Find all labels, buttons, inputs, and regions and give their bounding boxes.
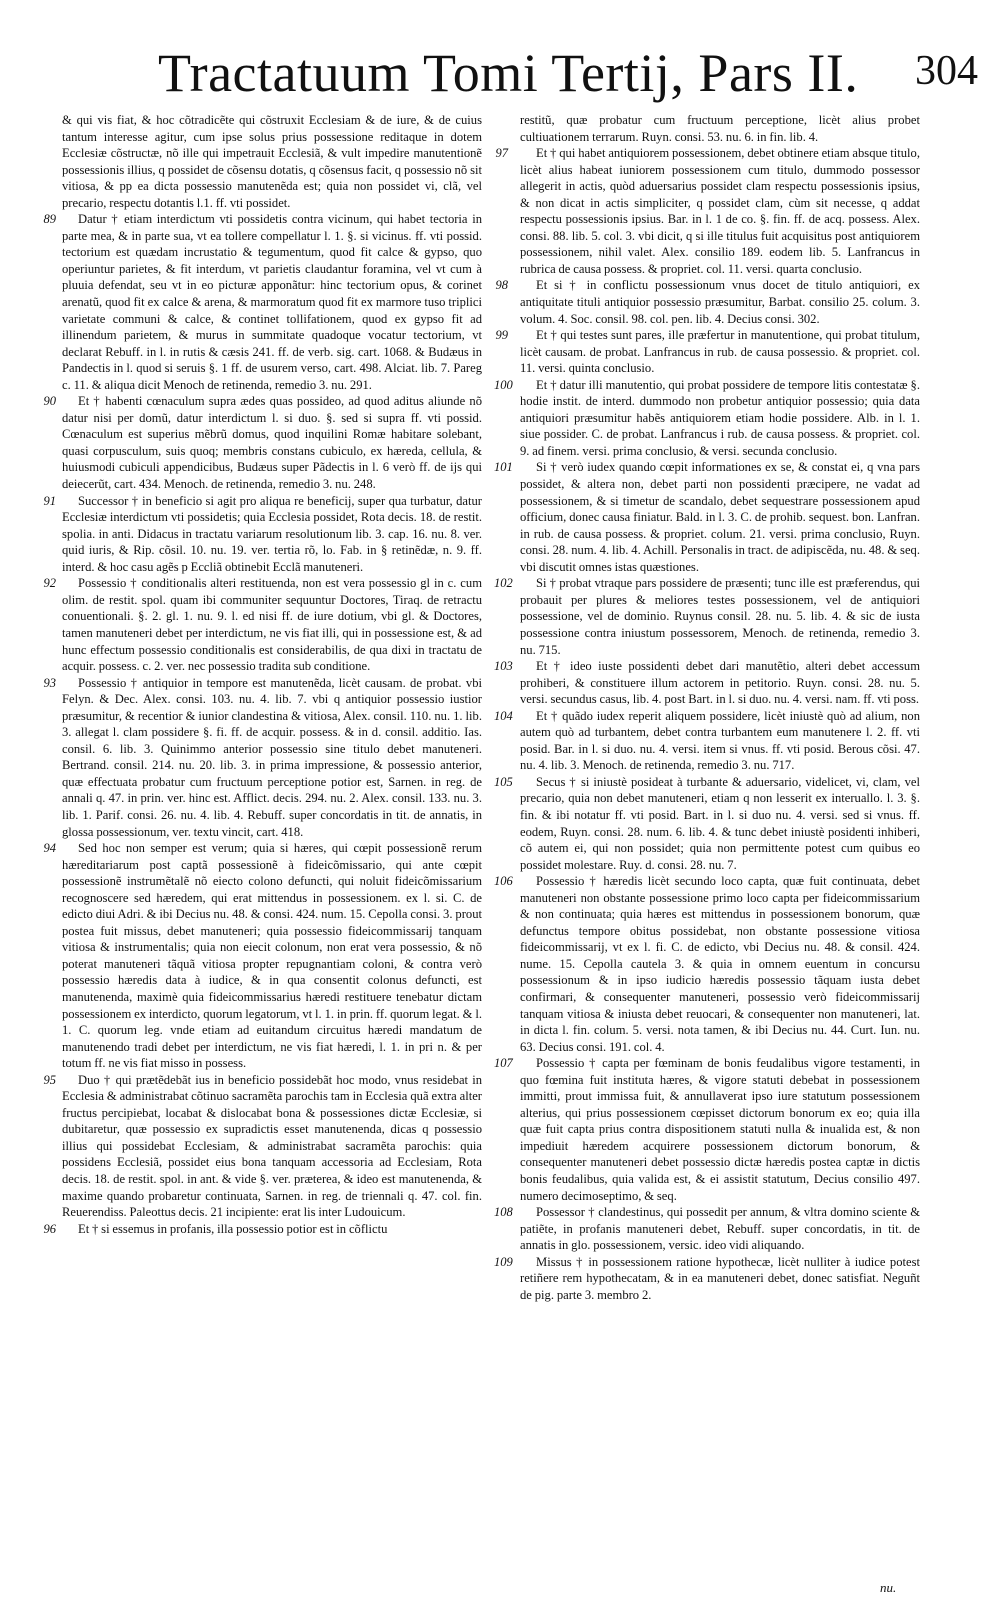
- paragraph-text: Possessio † antiquior in tempore est manutenẽda, licèt causam. de probat. vbi Felyn. & Dec. Alex. consi. 103. nu. 4. lib. 7. vbi q antiquior possessio iustior præsumitur, & recentior & iunior clandestina & vitiosa, Alex. consil. 110. nu. 1. lib. 3. allegat l. clam possidere §. fi. ff. de acquir. possess. & in d. consil. additio. Ias. consil. 6. lib. 3. Quinimmo anterior possessio sine titulo debet manuteneri. Bertrand. consil. 214. nu. 20. lib. 3. in prima impressione, & possessio anterior, quæ effectuata probatur cum fructuum perceptione potior est, Sarnen. in reg. de annali q. 47. in prin. ver. hinc est. Afflict. decis. 294. nu. 2. Alex. consil. 133. nu. 3. lib. 1. Parif. consi. 26. nu. 4. lib. 4. Rebuff. super concordatis in tit. de annatis, in glossa possessionum, ver. textu vincit, cart. 418.: [62, 675, 482, 839]
- paragraph-text: Secus † si iniustè posideat à turbante & aduersario, videlicet, vi, clam, vel precario, quia non debet manuteneri, etiam q non lesserit ex interuallo. l. 3. §. fin. & ibi notatur ff. vti posid. Bart. in l. si duo nu. 4. versi. sed si vnus. ff. eodem, Ruyn. consi. 28. num. 6. lib. 4. & tunc debet iniustè posidenti inhiberi, cõ autem ei, qui non possidet; quia non permittente potest cum quibus eo possidet molestare. Ruy. d. consi. 28. nu. 7.: [520, 774, 920, 872]
- marginal-number: 103: [494, 659, 513, 674]
- paragraph-text: Successor † in beneficio si agit pro aliqua re beneficij, super qua turbatur, datur Ecclesiæ interdictum vti possidetis; quia Ecclesia possidet, Rota decis. 18. de restit. spolia. in anti. Didacus in tractatu variarum resolutionum lib. 3. cap. 16. nu. 8. ver. quid iuris, & Rip. cõsil. 10. nu. 19. ver. tertia rõ, lo. Fab. in § retinẽdæ, n. 9. ff. interd. & hoc casu agẽs p Eccliã obtinebit Ecclã manuteneri.: [62, 493, 482, 574]
- marginal-number: 92: [43, 576, 56, 591]
- marginal-number: 109: [494, 1254, 513, 1269]
- marginal-number: 99: [495, 328, 508, 343]
- paragraph-text: Possessio † capta per fœminam de bonis feudalibus vigore testamenti, in quo fœmina fuit instituta hæres, & vigore statuti debebat in possessionem immitti, prout immissa fuit, & annullaverat ipso iure statutum possessionem alterius, qui prius possessionem cœpisset dictorum bonorum ex eo; quia illa quæ fuit capta prius contra dispositionem statuti nulla & inualida est, & non impediuit hæredem acquirere possessionem dictorum bonorum, & consequenter manuteneri debet possessio dictæ hæredis postea captæ in dictis bonis feudalibus, quia valida est, & ei assistit statutum, Decius consilio 497. numero decimoseptimo, & seq.: [520, 1056, 920, 1203]
- paragraph: [62, 112, 482, 211]
- paragraph: [43, 393, 482, 492]
- running-title: Tractatuum Tomi Tertij, Pars II.: [158, 43, 859, 103]
- paragraph-text: Et † qui testes sunt pares, ille præfertur in manutentione, qui probat titulum, licèt causam. de probat. Lanfrancus in rub. de causa possessio. & propriet. col. 11. versi. quinta conclusio.: [520, 328, 920, 376]
- marginal-number: 106: [494, 874, 513, 889]
- paragraph: [520, 112, 920, 145]
- page-number: 304: [915, 48, 978, 94]
- paragraph-text: Datur † etiam interdictum vti possidetis contra vicinum, qui habet tectoria in parte mea, & in parte sua, vt ea tollere compellatur l. 1. §. si vicinus. ff. vti possid. tectorium est quædam incrustatio & tegumentum, quod fit calce & gypso, quo operiuntur parietes, & fit interdum, vt parietis claudantur foramina, vel vt cum à pluuia defendat, seu vt in eo picturæ apponãtur: hinc tectorium opus, & corinet arenatũ, quod fit ex calce & arena, & marmoratum quod fit ex marmore tuso triplici varietate communi & calce, & continet tollifationem, quod ex gypso fit ad illinendum parietem, & murus in summitate quadoque vocatur tectorium, vt declarat Rebuff. in l. in rutis & cæsis 241. ff. de verb. sig. cart. 1068. & Budæus in Pandectis in l. quod si seruis §. 1 ff. de usurem verso, cart. 498. Alciat. lib. 7. Pareg c. 11. & aliqua dicit Menoch de retinenda, remedio 3. nu. 291.: [62, 212, 482, 392]
- paragraph-text: Et † qui habet antiquiorem possessionem, debet obtinere etiam absque titulo, licèt alius habeat iuniorem possessionem cum titulo, dummodo possessor allegerit in actis, quòd aduersarius possidet clam respectu possessionis ipsius, & non dicat in actis simpliciter, q possidet clam, cùm sit necesse, q addat respectu possessionis ipsius. Bar. in l. 1 de co. §. fin. ff. de acq. possess. Alex. consi. 88. lib. 5. col. 3. vbi dicit, q si ille titulus fuit acquisitus post antiquiorem possessionem, nihil valet. Alex. consilio 189. eodem lib. 5. Lanfrancus in rubrica de causa possess. & propriet. col. 11. versi. quarta conclusio.: [520, 146, 920, 276]
- catchword: nu.: [880, 1580, 897, 1595]
- paragraph-text: Possessio † hæredis licèt secundo loco capta, quæ fuit continuata, debet manuteneri non obstante possessione primo loco capta per fideicommissarium & non continuata; quia hæres est mittendus in possessionem bonorum, quæ defunctus tempore obitus possidebat, non obstante possessione vitiosa fideicommissarij, vt ex l. fi. C. de edicto, vbi Decius nu. 48. & consil. 424. nume. 15. Cepolla cautela 3. & quia in omnem euentum in concursu possessionum & in ipso iudicio hæredis possessio tãquam iusta debet confirmari, & consequenter manuteneri, possessio verò fideicommissarij tanquam vitiosa & iniusta debet reuocari, & consequenter non manuteneri, lat. in dicta l. fin. colum. 5. versi. nota tamen, & ibi Decius nu. 44. Curt. Iun. nu. 63. Decius consi. 191. col. 4.: [520, 874, 920, 1054]
- marginal-number: 93: [43, 675, 56, 690]
- paragraph: [43, 575, 482, 674]
- paragraph-text: Possessor † clandestinus, qui possedit per annum, & vltra domino sciente & patiẽte, in profanis manuteneri debet, Rebuff. super concordatis, in tit. de annatis in glo. possessionem, versic. ideo vidi aliquando.: [520, 1205, 920, 1253]
- paragraph-text: Sed hoc non semper est verum; quia si hæres, qui cœpit possessionẽ rerum hæreditariarum post captã possessionẽ à fideicõmissario, qui ante cœpit possessionẽ instrumẽtalẽ nõ eiecto colono defuncti, qui noluit fideicõmissarium recognoscere sed hæredem, qui erat mittendus in possessionem. ex l. si. C. de edicto diui Adri. & ibi Decius nu. 48. & consi. 424. num. 15. Cepolla consi. 3. prout postea fuit missus, debet manuteneri; quia possessio fideicommissarij tanquam vitiosa & instrumentalis; quia non eiecit colonum, non erat vera possessio, & nõ poterat manuteneri tãquã vitiosa propter repugnantiam coloni, & contra verò possessio hæredis data à iudice, & in qua consentit colonus defuncti, est manutenenda, maximè quia fideicommissarius hæredi restituere tenebatur dictam possessionem ex interdicto, quorum legatorum, vt l. 1. in prin. ff. quorum legat. & l. 1. C. quorum leg. vnde etiam ad euitandum circuitus hæredi mandatum de manutenendo tradi debet per interdictum, ne vis fiat hæredi, l. 1. in pri n. & per totum ff. ne vis fiat misso in possess.: [62, 841, 482, 1071]
- paragraph: [494, 459, 920, 575]
- paragraph-text: Et † si essemus in profanis, illa possessio potior est in cõflictu: [78, 1221, 388, 1236]
- page-header: [0, 38, 1000, 108]
- paragraph: [494, 377, 920, 460]
- paragraph: [43, 1221, 482, 1238]
- paragraph: [494, 708, 920, 774]
- paragraph: [494, 1254, 920, 1304]
- paragraph: [495, 277, 920, 327]
- paragraph: [494, 873, 920, 1055]
- paragraph-text: Et si † in conflictu possessionum vnus docet de titulo antiquiori, ex antiquitate tituli antiquior possessio præsumitur, Barbat. consilio 25. colum. 3. volum. 4. Soc. consil. 98. col. pen. lib. 4. Decius consi. 302.: [520, 278, 920, 326]
- paragraph-text: Duo † qui prætẽdebãt ius in beneficio possidebãt hoc modo, vnus residebat in Ecclesia & administrabat cõtinuo sacramẽta parochis tam in Ecclesia quã extra alter fructus percipiebat, locabat & dislocabat bona & possessiones dictæ Ecclesiæ, si dubitaretur, quæ possessio ex supradictis esset manutenenda, dicas q possessio illius qui possidebat Ecclesiam, & administrabat sacramẽta parochis: quia possidens Ecclesiã, possidet eius bona tanquam accessoria ad Ecclesiam, Rota decis. 18. de restit. spol. in ant. & vide §. ver. præterea, & ideo est manutenenda, & maxime quando probaretur continuata, Sarnen. in reg. de triennali q. 47. col. fin. Reuerendiss. Paleottus decis. 21 incipiente: erat lis inter Ludouicum.: [62, 1072, 482, 1220]
- paragraph: [43, 211, 482, 393]
- paragraph-text: & qui vis fiat, & hoc cõtradicẽte qui cõstruxit Ecclesiam & de iure, & de cuius tantum interesse agitur, cum ipse solus prius possessione reditaque in dotem Ecclesiæ cõstructæ, nõ ille qui impetrauit Ecclesiã, & vult impedire manutentionẽ possessionis illius, q possidet de cõsensu dotatis, q cõsensus facit, q possessio nõ sit vitiosa, & pp ea dicta possessio manutenẽda est; quia non possidet vi, clã, vel precario, respectu dotantis l.1. ff. vti possidet.: [62, 113, 482, 210]
- paragraph: [43, 675, 482, 840]
- marginal-number: 95: [43, 1072, 56, 1087]
- paragraph: [43, 1072, 482, 1221]
- paragraph-text: Si † probat vtraque pars possidere de præsenti; tunc ille est præferendus, qui probauit per plures & meliores testes possessionem, vel de antiquiori possessione, vel de dominio. Ruynus consil. 28. nu. 5. lib. 4. & sic de iusta possessione contra iniustum possessorem, Menoch. de retinenda, remedio 3. nu. 715.: [520, 576, 920, 657]
- paragraph-text: Et † ideo iuste possidenti debet dari manutẽtio, alteri debet accessum prohiberi, & constituere illum actorem in petitorio. Ruyn. consi. 28. nu. 5. versi. secundus casus, lib. 4. post Bart. in l. si duo. nu. 4. versi. nam. ff. vti poss.: [520, 659, 920, 707]
- marginal-number: 90: [43, 394, 56, 409]
- marginal-number: 104: [494, 708, 513, 723]
- paragraph: [495, 327, 920, 377]
- marginal-number: 108: [494, 1205, 513, 1220]
- left-column: [43, 112, 482, 1237]
- paragraph: [494, 575, 920, 658]
- marginal-number: 94: [43, 841, 56, 856]
- marginal-number: 96: [43, 1221, 56, 1236]
- marginal-number: 102: [494, 576, 513, 591]
- paragraph-text: restitũ, quæ probatur cum fructuum perceptione, licèt alius probet cultiuationem terrarum. Ruyn. consi. 53. nu. 6. in fin. lib. 4.: [520, 113, 920, 144]
- paragraph-text: Missus † in possessionem ratione hypothecæ, licèt nulliter à iudice potest retiñere rem hypothecatam, & in ea manuteneri debet, donec satisfiat. Neguñt de pig. parte 3. membro 2.: [520, 1254, 920, 1302]
- paragraph: [43, 493, 482, 576]
- paragraph: [494, 658, 920, 708]
- paragraph: [43, 840, 482, 1072]
- paragraph-text: Et † habenti cœnaculum supra ædes quas possideo, ad quod aditus aliunde nõ datur nisi per domũ, datur interdictum l. si duo. §. sed si supra ff. vti possid. Cœnaculum est superius mẽbrũ domus, quod inquilini Romæ habitare solebant, quasi corpusculum, suis quoq; membris constans cubiculo, ex hæreda, cellula, & huiusmodi cubiculi appendicibus, Budæus super Pãdectis in l. 6 verò ff. de ijs qui deiecerũt, cart. 434. Menoch. de retinenda, remedio 3. nu. 248.: [62, 394, 482, 492]
- paragraph: [494, 774, 920, 873]
- paragraph-text: Et † datur illi manutentio, qui probat possidere de tempore litis contestatæ §. hodie instit. de interd. dummodo non probetur antiquior possessio; quia data antiquiori præsumitur habẽs antiquiorem etiam hodie possidere. Alb. in l. 1. siue possider. C. de probat. Lanfrancus i rub. de causa possess. & propriet. col. 9. ad finem. versi. prima conclusio, & versi. secunda conclusio.: [520, 377, 920, 458]
- right-column: [494, 112, 920, 1303]
- paragraph-text: Et † quãdo iudex reperit aliquem possidere, licèt iniustè quò ad alium, non autem quò ad turbantem, debet contra turbantem eum manutenere l. 2. ff. vti posid. Bar. in l. si duo. nu. 4. versi. item si vnus. ff. vti posid. Berous cõsi. 47. nu. 4. lib. 3. Menoch. de retinenda, remedio 3. nu. 717.: [520, 708, 920, 773]
- marginal-number: 91: [43, 493, 56, 508]
- marginal-number: 107: [494, 1056, 513, 1071]
- paragraph: [495, 145, 920, 277]
- marginal-number: 105: [494, 774, 513, 789]
- marginal-number: 97: [495, 146, 508, 161]
- paragraph: [494, 1204, 920, 1254]
- marginal-number: 100: [494, 377, 513, 392]
- marginal-number: 98: [495, 278, 508, 293]
- paragraph-text: Si † verò iudex quando cœpit informationes ex se, & constat ei, q vna pars possidet, & altera non, debet parti non possidenti præcipere, ne vadat ad possessionem, & si timetur de scandalo, debet sequestrare possessionem apud officium, donec causa finiatur. Bald. in l. 3. C. de prohib. sequest. bon. Lanfran. in rub. de causa possess. & propriet. colum. 21. versi. prima conclusio, Ruyn. consi. 28. num. 4. lib. 4. Achill. Personalis in tract. de adipiscẽda, nu. 48. & seq. vbi discutit omnes istas quæstiones.: [520, 460, 920, 574]
- marginal-number: 89: [43, 212, 56, 227]
- paragraph-text: Possessio † conditionalis alteri restituenda, non est vera possessio gl in c. cum olim. de restit. spol. quam ibi communiter sequuntur Doctores, Tiraq. de retractu conuentionali. §. 2. gl. 1. nu. 9. l. ed nisi ff. de iure dotium, vbi gl. & Doctores, tamen manuteneri debet per interdictum, ne vis fiat illi, qui in possessione est, & ad hunc effectum possessio conditionalis est considerabilis, de qua dixi in tractatu de acquir. possess. c. 2. ver. nec possessio tradita sub conditione.: [62, 576, 482, 674]
- paragraph: [494, 1055, 920, 1204]
- marginal-number: 101: [494, 460, 513, 475]
